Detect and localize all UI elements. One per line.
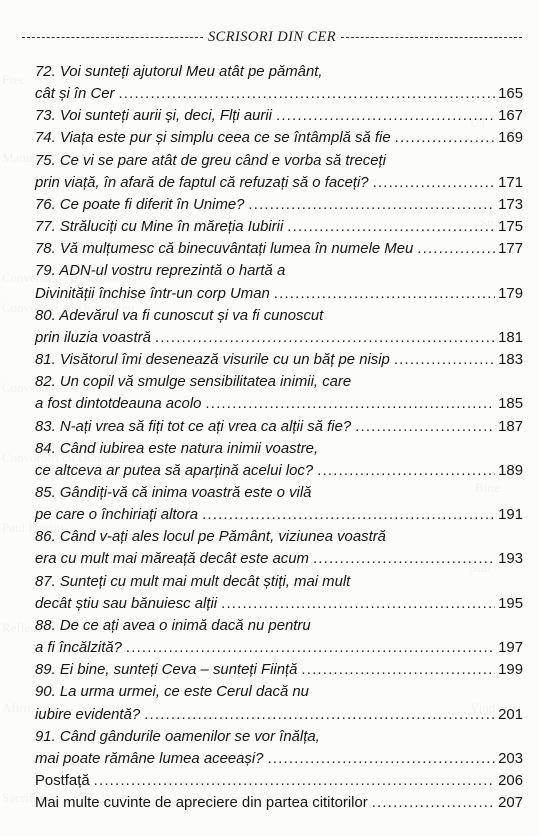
page-number: 177	[498, 241, 523, 258]
dot-leader	[355, 416, 495, 438]
toc-entry	[35, 770, 523, 792]
page-number: 203	[498, 750, 523, 767]
dot-leader	[372, 792, 495, 814]
dot-leader	[205, 393, 495, 415]
toc-entry-title-line: 89. Ei bine, sunteți Ceva – sunteți Ființă	[35, 662, 298, 679]
page-number: 165	[498, 86, 523, 103]
toc-entry-last-line	[35, 637, 523, 659]
toc-entry-last-line	[35, 105, 523, 127]
toc-entry-title-line: 91. Când gândurile oamenilor se vor înălța,	[35, 728, 320, 745]
page-number: 193	[498, 551, 523, 568]
toc-entry-title-line: 82. Un copil vă smulge sensibilitatea inimii, care	[35, 374, 352, 391]
toc-entry-title-line: prin viață, în afară de faptul că refuzați să o faceți?	[35, 174, 369, 191]
dot-leader	[395, 127, 496, 149]
toc-entry	[35, 105, 523, 127]
toc-entry-last-line	[35, 504, 523, 526]
toc-entry-last-line	[35, 770, 523, 792]
dot-leader	[417, 238, 495, 260]
toc-entry-title-line: 73. Voi sunteți aurii și, deci, Flți aurii	[35, 108, 272, 125]
toc-entry	[35, 150, 523, 194]
toc-entry	[35, 61, 523, 105]
toc-entry-title-line: a fost dintotdeauna acolo	[35, 396, 202, 413]
toc-entry-last-line	[35, 349, 523, 371]
toc-entry-title-line: 88. De ce ați avea o inimă dacă nu pentru	[35, 617, 311, 634]
dot-leader	[394, 349, 495, 371]
dot-leader	[155, 327, 495, 349]
toc-entry	[35, 571, 523, 615]
toc-entry-last-line	[35, 460, 523, 482]
page-number: 191	[498, 507, 523, 524]
dot-leader	[287, 216, 495, 238]
toc-entry	[35, 659, 523, 681]
header-rule-left	[22, 37, 203, 38]
dot-leader	[317, 460, 495, 482]
dot-leader	[144, 704, 495, 726]
toc-entry-title-line: pe care o închiriați altora	[35, 507, 199, 524]
toc-entry-title-line: mai poate rămâne lumea aceeași?	[35, 750, 264, 767]
page-number: 179	[498, 285, 523, 302]
toc-entry	[35, 438, 523, 482]
dot-leader	[94, 770, 496, 792]
toc-entry-title-line: 77. Străluciți cu Mine în măreția Iubirii	[35, 219, 284, 236]
toc-entry-last-line	[35, 283, 523, 305]
header-title: SCRISORI DIN CER	[207, 28, 337, 45]
toc-entry-last-line	[35, 659, 523, 681]
toc-entry-last-line	[35, 548, 523, 570]
header-rule-right	[341, 37, 522, 38]
dot-leader	[276, 105, 495, 127]
page-number: 207	[498, 795, 523, 812]
toc-entry	[35, 792, 523, 814]
toc-entry-last-line	[35, 792, 523, 814]
running-header	[22, 26, 522, 48]
toc-entry	[35, 238, 523, 260]
toc-entry	[35, 127, 523, 149]
page-number: 173	[498, 196, 523, 213]
dot-leader	[118, 83, 495, 105]
toc-entry-last-line	[35, 393, 523, 415]
toc-entry	[35, 482, 523, 526]
toc-entry-title-line: a fi încălzită?	[35, 640, 122, 657]
toc-entry-title-line: 75. Ce vi se pare atât de greu când e vorba să treceți	[35, 152, 386, 169]
toc-entry-title-line: era cu mult mai măreață decât este acum	[35, 551, 309, 568]
page-number: 171	[498, 174, 523, 191]
dot-leader	[267, 748, 495, 770]
toc-entry	[35, 371, 523, 415]
toc-entry	[35, 260, 523, 304]
toc-entry-title-line: Postfață	[35, 773, 90, 789]
dot-leader	[373, 172, 496, 194]
toc-entry-last-line	[35, 748, 523, 770]
dot-leader	[202, 504, 495, 526]
toc-entry-title-line: cât și în Cer	[35, 86, 115, 103]
page-number: 169	[498, 130, 523, 147]
page-number: 206	[498, 773, 523, 789]
toc-entry	[35, 216, 523, 238]
toc-entry-last-line	[35, 238, 523, 260]
toc-entry	[35, 349, 523, 371]
toc-entry	[35, 194, 523, 216]
toc-entry-title-line: 72. Voi sunteți ajutorul Meu atât pe pământ,	[35, 64, 323, 80]
page-number: 199	[498, 662, 523, 679]
page-number: 175	[498, 219, 523, 236]
toc-entry-title-line: 79. ADN-ul vostru reprezintă o hartă a	[35, 263, 286, 280]
toc-entry-title-line: 78. Vă mulțumesc că binecuvântați lumea în numele Meu	[35, 241, 414, 258]
toc-entry-last-line	[35, 704, 523, 726]
toc-entry-title-line: Mai multe cuvinte de apreciere din partea cititorilor	[35, 795, 368, 812]
toc-entry	[35, 615, 523, 659]
dot-leader	[126, 637, 495, 659]
page-number: 167	[498, 108, 523, 125]
toc-entry	[35, 526, 523, 570]
dot-leader	[301, 659, 495, 681]
dot-leader	[248, 194, 495, 216]
dot-leader	[274, 283, 495, 305]
page-number: 197	[498, 640, 523, 657]
toc-entry	[35, 416, 523, 438]
toc-entry	[35, 726, 523, 770]
page-number: 187	[498, 418, 523, 435]
toc-entry-title-line: 80. Adevărul va fi cunoscut și va fi cunoscut	[35, 307, 324, 324]
page-number: 201	[498, 706, 523, 723]
dot-leader	[313, 548, 495, 570]
toc-entry-title-line: 83. N-ați vrea să fiți tot ce ați vrea ca alții să fie?	[35, 418, 352, 435]
page-number: 195	[498, 595, 523, 612]
toc-entry-title-line: 90. La urma urmei, ce este Cerul dacă nu	[35, 684, 309, 701]
page-number: 189	[498, 462, 523, 479]
toc-entry-title-line: prin iluzia voastră	[35, 329, 151, 346]
toc-entry-title-line: ce altceva ar putea să aparțină acelui loc?	[35, 462, 314, 479]
toc-entry-title-line: 84. Când iubirea este natura inimii voastre,	[35, 440, 319, 457]
toc-entry-last-line	[35, 194, 523, 216]
toc-entry-last-line	[35, 593, 523, 615]
table-of-contents	[35, 61, 523, 814]
toc-entry-title-line: decât știu sau bănuiesc alții	[35, 595, 218, 612]
page-number: 181	[498, 329, 523, 346]
toc-entry-title-line: 87. Sunteți cu mult mai mult decât știți, mai mult	[35, 573, 351, 590]
dot-leader	[221, 593, 495, 615]
toc-entry-title-line: 74. Viața este pur și simplu ceea ce se întâmplă să fie	[35, 130, 391, 147]
toc-entry-title-line: 86. Când v-ați ales locul pe Pământ, viziunea voastră	[35, 529, 386, 546]
toc-entry-last-line	[35, 83, 523, 105]
toc-entry-title-line: 76. Ce poate fi diferit în Unime?	[35, 196, 245, 213]
toc-entry	[35, 305, 523, 349]
toc-entry	[35, 681, 523, 725]
toc-entry-last-line	[35, 216, 523, 238]
toc-entry-last-line	[35, 172, 523, 194]
toc-entry-title-line: 85. Gândiți-vă că inima voastră este o vilă	[35, 484, 312, 501]
toc-entry-title-line: iubire evidentă?	[35, 706, 141, 723]
toc-entry-last-line	[35, 127, 523, 149]
toc-entry-last-line	[35, 416, 523, 438]
page-number: 183	[498, 352, 523, 369]
page-number: 185	[498, 396, 523, 413]
toc-entry-title-line: Divinității închise într-un corp Uman	[35, 285, 270, 302]
toc-entry-last-line	[35, 327, 523, 349]
toc-entry-title-line: 81. Visătorul îmi desenează visurile cu un băț pe nisip	[35, 352, 390, 369]
